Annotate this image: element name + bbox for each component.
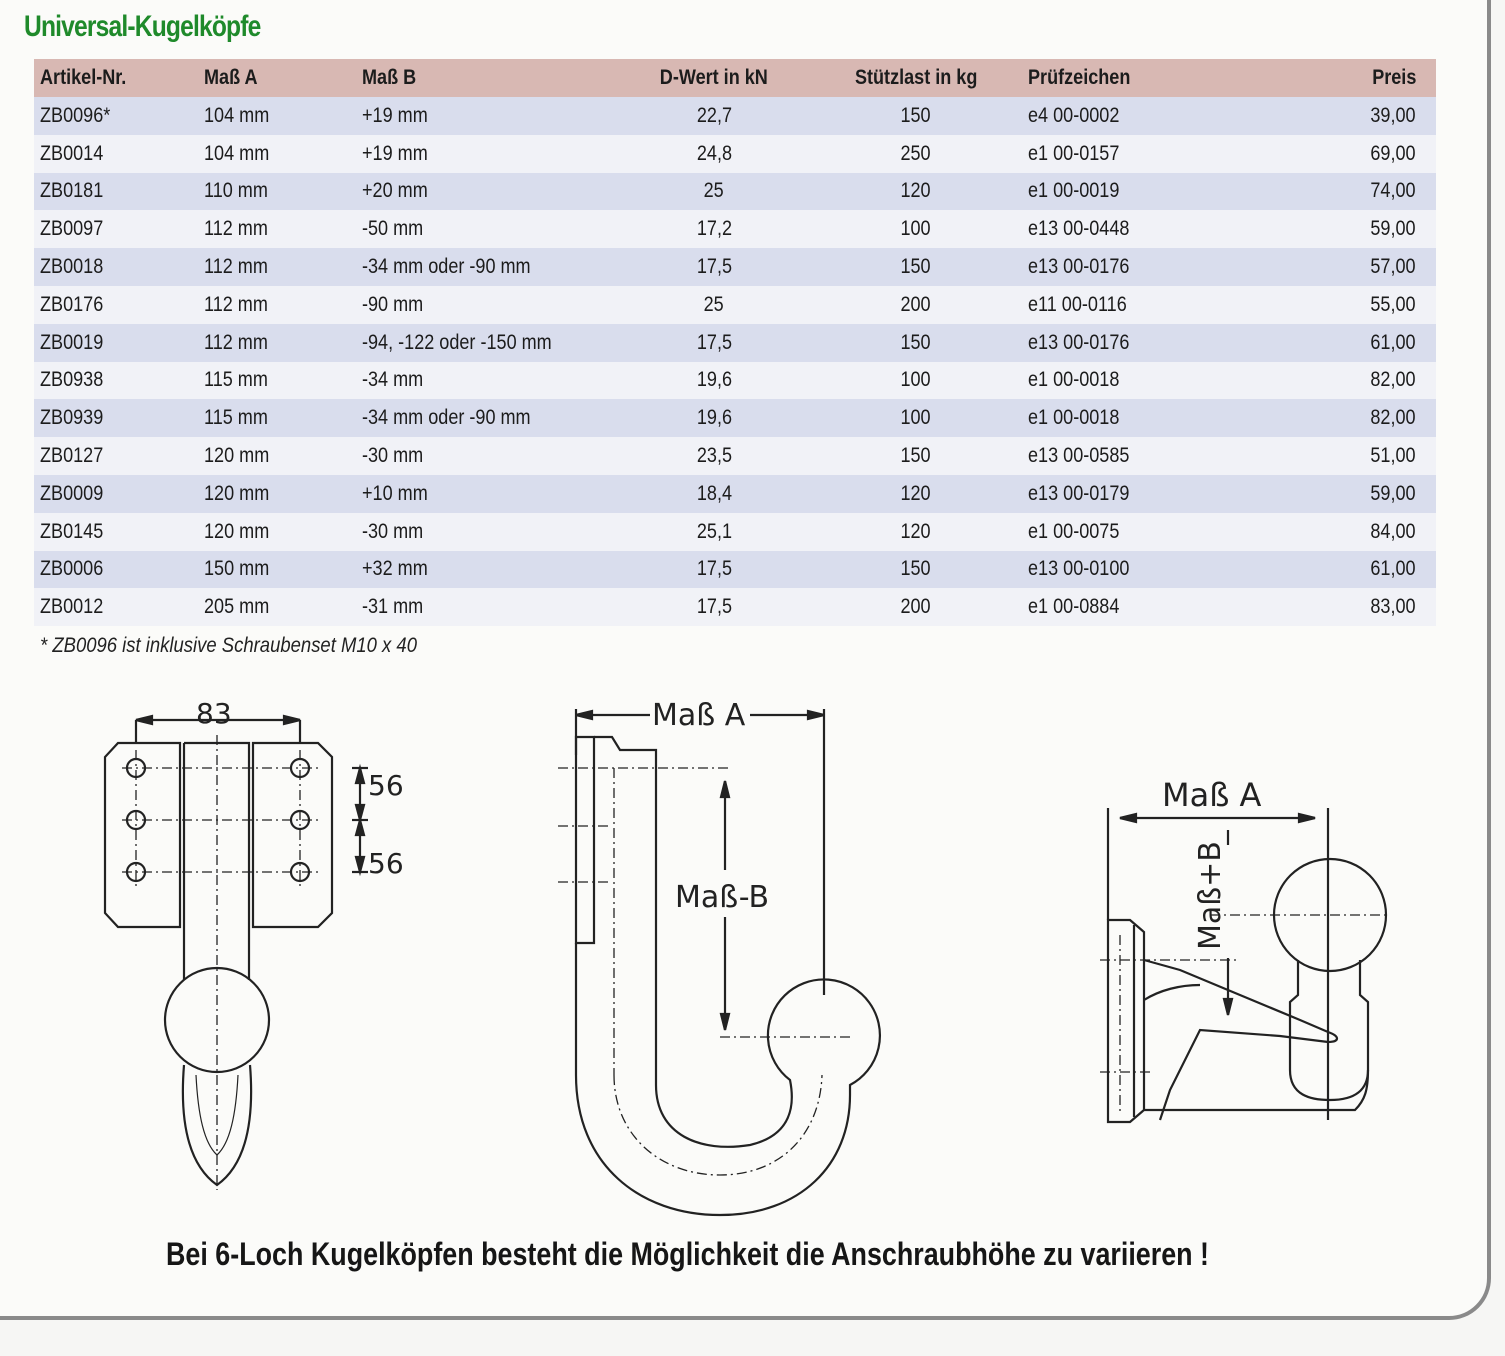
cell-d-wert: 17,5 [624, 588, 804, 626]
cell-mass-b: -34 mm [362, 362, 624, 400]
table-row [34, 97, 1436, 135]
cell-mass-a: 120 mm [204, 513, 362, 551]
cell-artikel-nr: ZB0018 [34, 248, 204, 286]
cell-d-wert: 17,2 [624, 210, 804, 248]
cell-artikel-nr: ZB0096* [34, 97, 204, 135]
side-mass-b-label: Maß-B [675, 880, 770, 915]
cell-mass-b: -31 mm [362, 588, 624, 626]
front-width-label: 83 [196, 697, 232, 730]
cell-artikel-nr: ZB0176 [34, 286, 204, 324]
cell-mass-b: -30 mm [362, 513, 624, 551]
header-artikel-nr: Artikel-Nr. [34, 59, 204, 97]
table-row [34, 362, 1436, 400]
cell-d-wert: 25,1 [624, 513, 804, 551]
cell-mass-b: +19 mm [362, 135, 624, 173]
table-row [34, 399, 1436, 437]
cell-stuetzlast: 100 [804, 210, 1028, 248]
cell-artikel-nr: ZB0127 [34, 437, 204, 475]
cell-mass-a: 104 mm [204, 97, 362, 135]
cell-mass-b: +19 mm [362, 97, 624, 135]
cell-stuetzlast: 150 [804, 324, 1028, 362]
cell-artikel-nr: ZB0181 [34, 173, 204, 211]
cell-d-wert: 22,7 [624, 97, 804, 135]
cell-preis: 57,00 [1286, 248, 1436, 286]
cell-artikel-nr: ZB0145 [34, 513, 204, 551]
cell-preis: 74,00 [1286, 173, 1436, 211]
table-row [34, 210, 1436, 248]
cell-pruefzeichen: e11 00-0116 [1028, 286, 1286, 324]
header-stuetzlast: Stützlast in kg [804, 59, 1028, 97]
bottom-note: Bei 6-Loch Kugelköpfen besteht die Möglichkeit die Anschraubhöhe zu variieren ! [166, 1236, 1210, 1272]
cell-mass-a: 104 mm [204, 135, 362, 173]
page-title: Universal-Kugelköpfe [24, 10, 261, 43]
cell-stuetzlast: 120 [804, 513, 1028, 551]
cell-mass-a: 112 mm [204, 248, 362, 286]
cell-mass-b: -50 mm [362, 210, 624, 248]
table-row [34, 588, 1436, 626]
cell-pruefzeichen: e1 00-0884 [1028, 588, 1286, 626]
header-pruefzeichen: Prüfzeichen [1028, 59, 1286, 97]
cell-stuetzlast: 150 [804, 437, 1028, 475]
header-preis: Preis [1286, 59, 1436, 97]
cell-mass-a: 112 mm [204, 210, 362, 248]
spec-table [34, 59, 1436, 626]
cell-mass-a: 205 mm [204, 588, 362, 626]
cell-stuetzlast: 100 [804, 399, 1028, 437]
cell-d-wert: 18,4 [624, 475, 804, 513]
cell-mass-a: 120 mm [204, 475, 362, 513]
side-mass-a-label: Maß A [652, 698, 746, 733]
cell-preis: 39,00 [1286, 97, 1436, 135]
cell-mass-b: -34 mm oder -90 mm [362, 248, 624, 286]
table-row [34, 324, 1436, 362]
header-d-wert: D-Wert in kN [624, 59, 804, 97]
cell-stuetzlast: 250 [804, 135, 1028, 173]
cell-pruefzeichen: e1 00-0157 [1028, 135, 1286, 173]
front-spacing-top-label: 56 [368, 769, 404, 802]
table-row [34, 135, 1436, 173]
cell-mass-b: +20 mm [362, 173, 624, 211]
table-row [34, 173, 1436, 211]
cell-artikel-nr: ZB0014 [34, 135, 204, 173]
cell-stuetzlast: 150 [804, 97, 1028, 135]
cell-pruefzeichen: e13 00-0100 [1028, 551, 1286, 589]
table-row [34, 513, 1436, 551]
table-row [34, 248, 1436, 286]
cell-stuetzlast: 200 [804, 588, 1028, 626]
front-spacing-bottom-label: 56 [368, 847, 404, 880]
cell-pruefzeichen: e1 00-0075 [1028, 513, 1286, 551]
cell-mass-b: -90 mm [362, 286, 624, 324]
cell-preis: 83,00 [1286, 588, 1436, 626]
cell-artikel-nr: ZB0939 [34, 399, 204, 437]
cell-d-wert: 17,5 [624, 248, 804, 286]
cell-preis: 84,00 [1286, 513, 1436, 551]
cell-pruefzeichen: e13 00-0448 [1028, 210, 1286, 248]
cell-mass-b: -34 mm oder -90 mm [362, 399, 624, 437]
cell-preis: 82,00 [1286, 362, 1436, 400]
cell-artikel-nr: ZB0006 [34, 551, 204, 589]
table-row [34, 286, 1436, 324]
flange-view-drawing [1100, 770, 1400, 1130]
cell-pruefzeichen: e1 00-0019 [1028, 173, 1286, 211]
cell-pruefzeichen: e13 00-0585 [1028, 437, 1286, 475]
cell-mass-a: 120 mm [204, 437, 362, 475]
cell-artikel-nr: ZB0012 [34, 588, 204, 626]
cell-preis: 61,00 [1286, 324, 1436, 362]
cell-d-wert: 19,6 [624, 399, 804, 437]
cell-artikel-nr: ZB0938 [34, 362, 204, 400]
footnote: * ZB0096 ist inklusive Schraubenset M10 x 40 [40, 634, 417, 657]
cell-pruefzeichen: e1 00-0018 [1028, 399, 1286, 437]
cell-mass-a: 112 mm [204, 324, 362, 362]
cell-pruefzeichen: e13 00-0179 [1028, 475, 1286, 513]
cell-mass-a: 110 mm [204, 173, 362, 211]
cell-artikel-nr: ZB0009 [34, 475, 204, 513]
cell-preis: 82,00 [1286, 399, 1436, 437]
cell-mass-a: 112 mm [204, 286, 362, 324]
cell-mass-b: +32 mm [362, 551, 624, 589]
cell-d-wert: 25 [624, 173, 804, 211]
table-row [34, 551, 1436, 589]
cell-stuetzlast: 120 [804, 173, 1028, 211]
cell-preis: 55,00 [1286, 286, 1436, 324]
cell-pruefzeichen: e13 00-0176 [1028, 248, 1286, 286]
cell-artikel-nr: ZB0019 [34, 324, 204, 362]
cell-d-wert: 25 [624, 286, 804, 324]
cell-mass-a: 150 mm [204, 551, 362, 589]
table-row [34, 475, 1436, 513]
side-view-drawing [550, 695, 890, 1220]
cell-stuetzlast: 100 [804, 362, 1028, 400]
cell-mass-b: -30 mm [362, 437, 624, 475]
cell-stuetzlast: 150 [804, 551, 1028, 589]
table-row [34, 437, 1436, 475]
cell-stuetzlast: 200 [804, 286, 1028, 324]
cell-d-wert: 19,6 [624, 362, 804, 400]
cell-mass-a: 115 mm [204, 399, 362, 437]
cell-pruefzeichen: e13 00-0176 [1028, 324, 1286, 362]
cell-mass-a: 115 mm [204, 362, 362, 400]
flange-mass-a-label: Maß A [1162, 776, 1262, 814]
flange-mass-b-label: Maß+B [1193, 841, 1228, 950]
front-view-drawing [100, 695, 430, 1195]
cell-d-wert: 17,5 [624, 551, 804, 589]
table-header-row [34, 59, 1436, 97]
cell-preis: 59,00 [1286, 475, 1436, 513]
cell-d-wert: 17,5 [624, 324, 804, 362]
cell-preis: 51,00 [1286, 437, 1436, 475]
cell-stuetzlast: 120 [804, 475, 1028, 513]
cell-preis: 69,00 [1286, 135, 1436, 173]
cell-preis: 59,00 [1286, 210, 1436, 248]
cell-pruefzeichen: e4 00-0002 [1028, 97, 1286, 135]
header-mass-b: Maß B [362, 59, 624, 97]
cell-d-wert: 23,5 [624, 437, 804, 475]
cell-pruefzeichen: e1 00-0018 [1028, 362, 1286, 400]
cell-stuetzlast: 150 [804, 248, 1028, 286]
header-mass-a: Maß A [204, 59, 362, 97]
cell-artikel-nr: ZB0097 [34, 210, 204, 248]
cell-preis: 61,00 [1286, 551, 1436, 589]
cell-mass-b: -94, -122 oder -150 mm [362, 324, 624, 362]
cell-mass-b: +10 mm [362, 475, 624, 513]
cell-d-wert: 24,8 [624, 135, 804, 173]
